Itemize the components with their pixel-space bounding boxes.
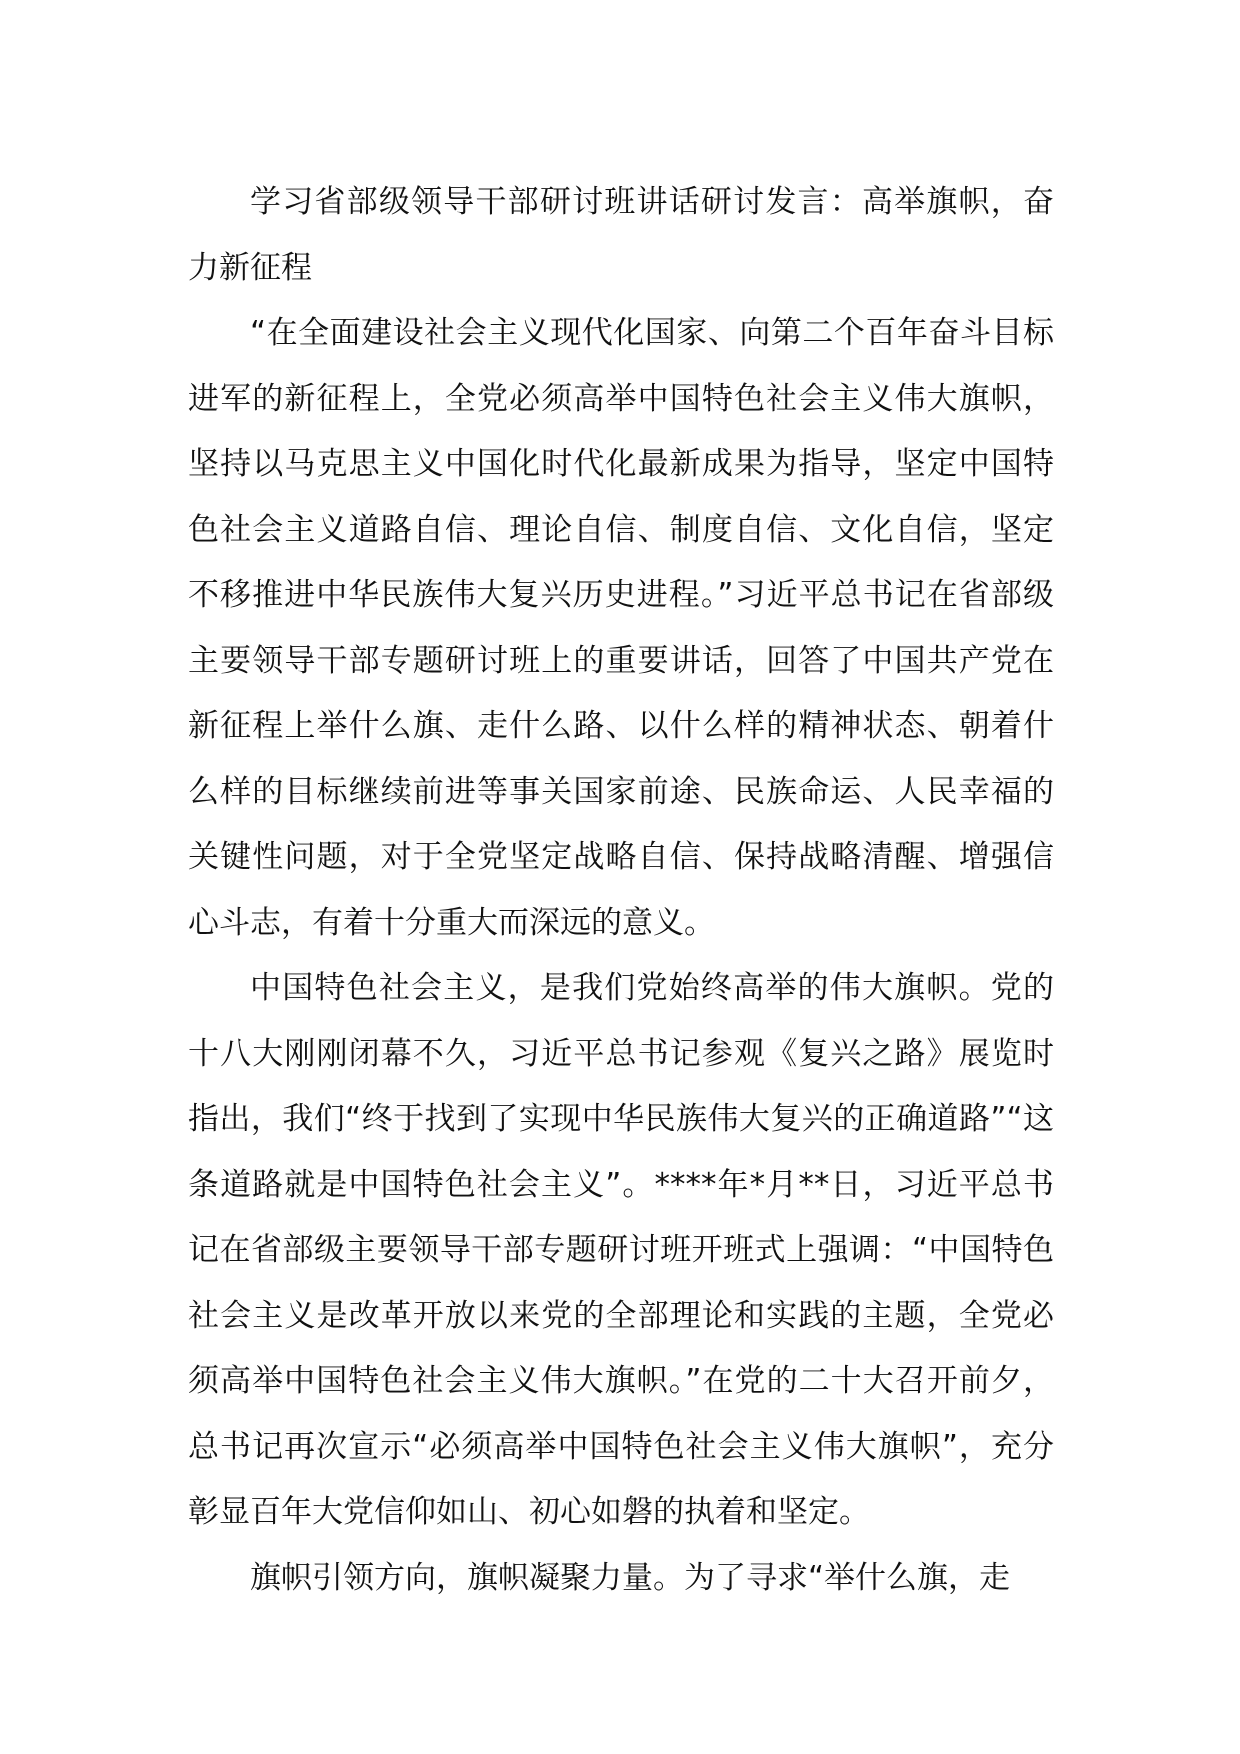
- document-title: 学习省部级领导干部研讨班讲话研讨发言：高举旗帜，奋力新征程: [188, 184, 1054, 286]
- paragraph-2: 中国特色社会主义，是我们党始终高举的伟大旗帜。党的十八大刚刚闭幕不久，习近平总书记参观《复兴之路》展览时指出，我们“终于找到了实现中华民族伟大复兴的正确道路”“这条道路就是中国特色社会主义”。****年*月**日，习近平总书记在省部级主要领导干部专题研讨班开班式上强调：“中国特色社会主义是改革开放以来党的全部理论和实践的主题，全党必须高举中国特色社会主义伟大旗帜。”在党的二十大召开前夕，总书记再次宣示“必须高举中国特色社会主义伟大旗帜”，充分彰显百年大党信仰如山、初心如磐的执着和坚定。: [188, 970, 1054, 1530]
- paragraph-1: “在全面建设社会主义现代化国家、向第二个百年奋斗目标进军的新征程上，全党必须高举中国特色社会主义伟大旗帜，坚持以马克思主义中国化时代化最新成果为指导，坚定中国特色社会主义道路自信、理论自信、制度自信、文化自信，坚定不移推进中华民族伟大复兴历史进程。”习近平总书记在省部级主要领导干部专题研讨班上的重要讲话，回答了中国共产党在新征程上举什么旗、走什么路、以什么样的精神状态、朝着什么样的目标继续前进等事关国家前途、民族命运、人民幸福的关键性问题，对于全党坚定战略自信、保持战略清醒、增强信心斗志，有着十分重大而深远的意义。: [188, 315, 1054, 941]
- document-body: [188, 170, 1054, 1611]
- paragraph-3: 旗帜引领方向，旗帜凝聚力量。为了寻求“举什么旗，走: [250, 1559, 1011, 1596]
